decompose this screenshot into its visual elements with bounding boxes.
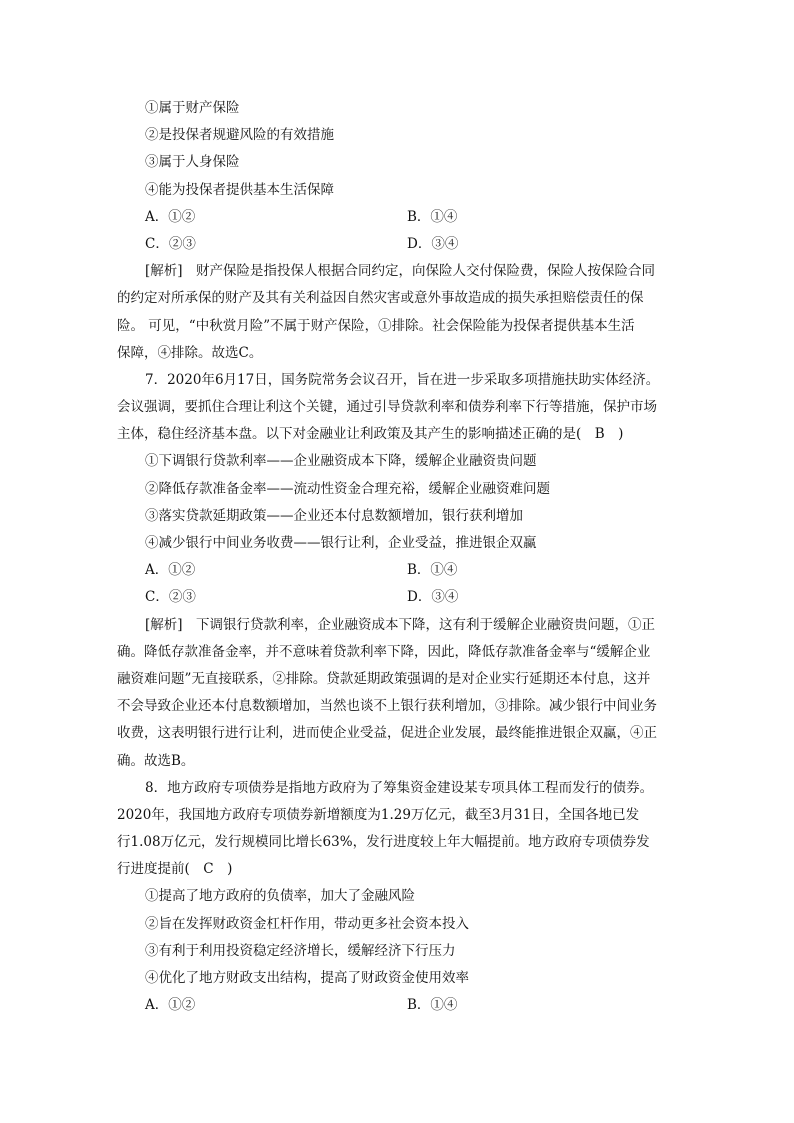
analysis-line: 融资难问题”无直接联系，②排除。贷款延期政策强调的是对企业实行延期还本付息，这并 xyxy=(117,670,651,687)
choice-row xyxy=(117,584,677,611)
choice-d: D．③④ xyxy=(407,235,459,252)
statement-4: ④能为投保者提供基本生活保障 xyxy=(145,181,334,198)
analysis-line: 险。 可见，“中秋赏月险”不属于财产保险，①排除。社会保险能为投保者提供基本生活 xyxy=(117,317,635,334)
analysis-line: 的约定对所承保的财产及其有关利益因自然灾害或意外事故造成的损失承担赔偿责任的保 xyxy=(117,290,644,307)
choice-row xyxy=(117,204,677,231)
question-stem: 7．2020年6月17日，国务院常务会议召开，旨在进一步采取多项措施扶助实体经济。 xyxy=(145,371,660,388)
choice-row xyxy=(117,992,677,1019)
choice-row xyxy=(117,231,677,258)
choice-a: A．①② xyxy=(145,997,196,1014)
statement-2: ②是投保者规避风险的有效措施 xyxy=(145,127,334,144)
analysis-line: 不会导致企业还本付息数额增加，当然也谈不上银行获利增加，③排除。减少银行中间业务 xyxy=(117,698,657,715)
question-stem: 主体，稳住经济基本盘。以下对金融业让利政策及其产生的影响描述正确的是( B ) xyxy=(117,426,624,443)
choice-c: C．②③ xyxy=(145,589,196,606)
analysis-line: [解析] 财产保险是指投保人根据合同约定，向保险人交付保险费，保险人按保险合同 xyxy=(145,263,656,280)
choice-b: B．①④ xyxy=(407,208,458,225)
choice-c: C．②③ xyxy=(145,235,196,252)
choice-a: A．①② xyxy=(145,208,196,225)
analysis-line: [解析] 下调银行贷款利率，企业融资成本下降，这有利于缓解企业融资贵问题，①正 xyxy=(145,616,656,633)
statement-1: ①提高了地方政府的负债率，加大了金融风险 xyxy=(145,888,415,905)
statement-4: ④优化了地方财政支出结构，提高了财政资金使用效率 xyxy=(145,970,469,986)
statement-3: ③有利于利用投资稳定经济增长，缓解经济下行压力 xyxy=(145,942,456,959)
question-stem: 会议强调，要抓住合理让利这个关键，通过引导贷款利率和债券利率下行等措施，保护市场 xyxy=(117,399,657,416)
choice-a: A．①② xyxy=(145,562,196,579)
analysis-line: 保障，④排除。故选C。 xyxy=(117,344,263,361)
statement-4: ④减少银行中间业务收费——银行让利，企业受益，推进银企双赢 xyxy=(145,535,537,551)
statement-2: ②降低存款准备金率——流动性资金合理充裕，缓解企业融资难问题 xyxy=(145,480,550,497)
choice-b: B．①④ xyxy=(407,997,458,1014)
statement-2: ②旨在发挥财政资金杠杆作用，带动更多社会资本投入 xyxy=(145,915,469,932)
analysis-line: 收费，这表明银行进行让利，进而使企业受益，促进企业发展，最终能推进银企双赢，④正 xyxy=(117,725,657,742)
analysis-line: 确。故选B。 xyxy=(117,752,195,769)
choice-d: D．③④ xyxy=(407,589,459,606)
choice-b: B．①④ xyxy=(407,562,458,579)
statement-3: ③属于人身保险 xyxy=(145,154,240,171)
question-stem: 2020年，我国地方政府专项债券新增额度为1.29万亿元，截至3月31日，全国各地已发 xyxy=(117,806,640,823)
analysis-line: 确。降低存款准备金率，并不意味着贷款利率下降，因此，降低存款准备金率与“缓解企业 xyxy=(117,643,651,660)
question-stem: 行1.08万亿元，发行规模同比增长63%，发行进度较上年大幅提前。地方政府专项债券发 xyxy=(117,834,650,851)
question-stem: 行进度提前( C ) xyxy=(117,861,233,878)
statement-1: ①下调银行贷款利率——企业融资成本下降，缓解企业融资贵问题 xyxy=(145,453,537,470)
question-stem: 8．地方政府专项债券是指地方政府为了筹集资金建设某专项具体工程而发行的债券。 xyxy=(145,779,654,796)
statement-3: ③落实贷款延期政策——企业还本付息数额增加，银行获利增加 xyxy=(145,507,523,524)
question-content xyxy=(117,95,677,1019)
statement-1: ①属于财产保险 xyxy=(145,100,240,116)
choice-row xyxy=(117,557,677,584)
